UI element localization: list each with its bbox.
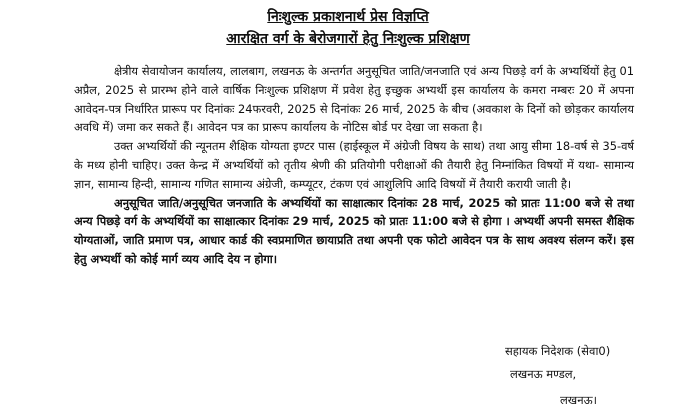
notice-title: निःशुल्क प्रकाशनार्थ प्रेस विज्ञप्ति — [267, 9, 429, 25]
paragraph-interview: अनुसूचित जाति/अनुसूचित जनजाति के अभ्यर्थियों का साक्षात्कार दिनांकः 28 मार्च, 2025 को प्रातः 11:00 बजे से तथा अन्य पिछड़े वर्ग के अभ्यर्थियों का साक्षात्कार दिनांकः 29 मार्च, 2025 को प्रातः 11:00 बजे से होगा । अभ्यर्थी अपनी समस्त शैक्षिक योग्यताओं, जाति प्रमाण पत्र, आधार कार्ड की स्वप्रमाणित छायाप्रति तथा अपनी एक फोटो आवेदन पत्र के साथ अवश्य संलग्न करें। इस हेतु अभ्यर्थी को कोई मार्ग व्यय आदि देय न होगा। — [74, 195, 634, 266]
signatory-city: लखनऊ। — [560, 393, 597, 407]
paragraph-eligibility: उक्त अभ्यर्थियों की न्यूनतम शैक्षिक योग्यता इण्टर पास (हाईस्कूल में अंग्रेजी विषय के साथ) तथा आयु सीमा 18-वर्ष से 35-वर्ष के मध्य होनी चाहिए। उक्त केन्द्र में अभ्यर्थियों को तृतीय श्रेणी की प्रतियोगी परीक्षाओं की तैयारी हेतु निम्नांकित विषयों में यथा- सामान्य ज्ञान, सामान्य हिन्दी, सामान्य गणित सामान्य अंग्रेजी, कम्प्यूटर, टंकण एवं आशुलिपि आदि विषयों में तैयारी करायी जाती है। — [74, 139, 634, 191]
signatory-division: लखनऊ मण्डल, — [510, 367, 577, 381]
notice-body — [74, 62, 634, 269]
paragraph-registration: क्षेत्रीय सेवायोजन कार्यालय, लालबाग, लखनऊ के अन्तर्गत अनुसूचित जाति/जनजाति एवं अन्य पिछड़े वर्ग के अभ्यर्थियों हेतु 01 अप्रैल, 2025 से प्रारम्भ होने वाले वार्षिक निःशुल्क प्रशिक्षण में प्रवेश हेतु इच्छुक अभ्यर्थी इस कार्यालय के कमरा नम्बरः 20 में अपना आवेदन-पत्र निर्धारित प्रारूप पर दिनांकः 24फरवरी, 2025 से दिनांकः 26 मार्च, 2025 के बीच (अवकाश के दिनों को छोड़कर कार्यालय अवधि में) जमा कर सकते हैं। आवेदन पत्र का प्रारूप कार्यालय के नोटिस बोर्ड पर देखा जा सकता है। — [74, 64, 634, 135]
signatory-designation: सहायक निदेशक (सेवा0) — [505, 344, 611, 358]
notice-subtitle: आरक्षित वर्ग के बेरोजगारों हेतु निःशुल्क प्रशिक्षण — [226, 31, 470, 47]
